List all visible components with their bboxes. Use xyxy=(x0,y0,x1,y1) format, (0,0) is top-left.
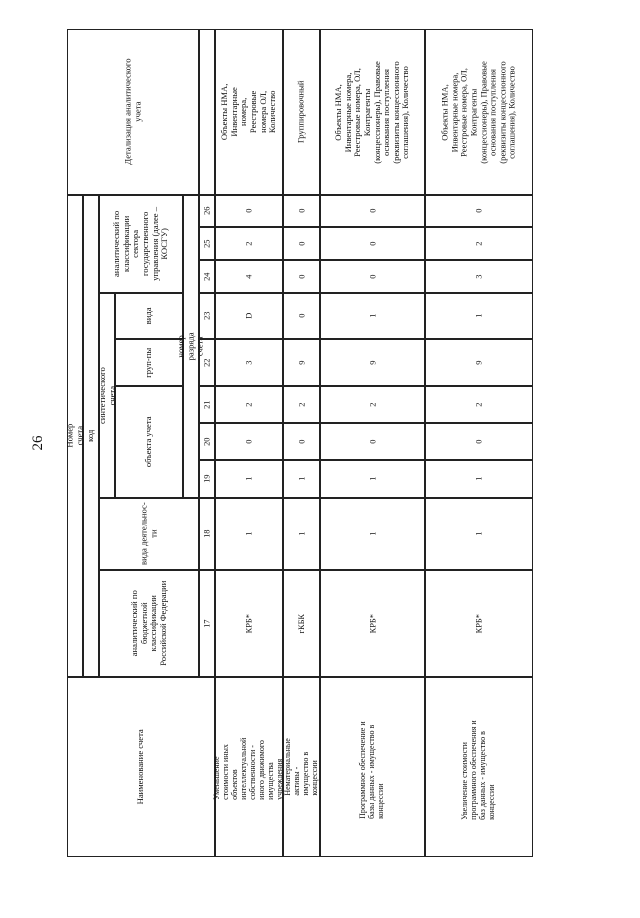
column-number-text: 21 xyxy=(202,400,212,409)
header-kind-text: вида xyxy=(143,307,154,325)
table-cell xyxy=(425,460,533,498)
column-number xyxy=(199,293,215,339)
header-analytical-kosgu xyxy=(99,195,183,293)
header-group xyxy=(115,339,183,386)
header-synthetic xyxy=(96,293,116,498)
cell-value: 0 xyxy=(296,241,306,246)
cell-value: КРБ* xyxy=(244,613,254,634)
table-cell xyxy=(320,570,425,677)
header-analytical-budget-text: аналитический по бюджетной классификации Российской Федерации xyxy=(128,580,168,667)
header-group-text: груп-пы xyxy=(143,347,154,378)
row-detail: Группировочный xyxy=(295,80,306,144)
cell-value: 0 xyxy=(367,208,377,214)
table-cell xyxy=(283,227,320,260)
table-cell xyxy=(215,29,283,195)
cell-value: 9 xyxy=(367,360,377,365)
table-cell xyxy=(320,460,425,498)
table-cell xyxy=(320,293,425,339)
cell-value: 1 xyxy=(474,531,484,537)
cell-value: 3 xyxy=(244,360,254,365)
column-number xyxy=(199,386,215,423)
header-detail-text: Детализация аналитического учета xyxy=(122,58,142,166)
header-synthetic-text: синтетического счета xyxy=(96,367,116,424)
cell-value: КРБ* xyxy=(367,613,377,634)
column-number xyxy=(199,195,215,227)
cell-value: 0 xyxy=(474,208,484,214)
column-number-text: 24 xyxy=(202,272,212,281)
header-account-name-text: Наименование счета xyxy=(135,729,146,805)
table-cell xyxy=(425,195,533,227)
table-cell xyxy=(320,498,425,570)
cell-value: 1 xyxy=(367,313,377,319)
column-number-text: 17 xyxy=(202,619,212,628)
cell-value: 0 xyxy=(367,241,377,246)
header-digit-number xyxy=(175,195,205,498)
table-cell xyxy=(425,260,533,293)
cell-value: 1 xyxy=(367,476,377,482)
cell-value: 0 xyxy=(244,208,254,214)
cell-value: 9 xyxy=(296,360,306,365)
column-number-text: 18 xyxy=(202,529,212,539)
header-account-name xyxy=(67,677,215,857)
cell-value: 2 xyxy=(244,402,254,407)
table-cell xyxy=(215,339,283,386)
header-code xyxy=(83,195,99,677)
table-cell xyxy=(283,29,320,195)
column-number xyxy=(199,498,215,570)
cell-value: 0 xyxy=(474,439,484,444)
table-cell xyxy=(283,293,320,339)
cell-value: 2 xyxy=(474,241,484,246)
table-cell xyxy=(320,423,425,460)
cell-value: 0 xyxy=(296,313,306,319)
table-cell xyxy=(320,260,425,293)
cell-value: 0 xyxy=(367,274,377,279)
header-code-text: код xyxy=(85,429,96,443)
header-account-number-text: Номер счета xyxy=(64,424,85,448)
cell-value: 1 xyxy=(244,476,254,482)
column-number xyxy=(199,423,215,460)
table-cell xyxy=(283,195,320,227)
table-cell xyxy=(320,227,425,260)
column-number xyxy=(199,339,215,386)
table-cell xyxy=(215,423,283,460)
table-cell xyxy=(425,423,533,460)
table-cell xyxy=(215,386,283,423)
cell-value: 0 xyxy=(296,274,306,279)
table-row xyxy=(320,677,425,857)
cell-value: 1 xyxy=(474,476,484,482)
column-number-text: 25 xyxy=(202,239,212,248)
cell-value: 4 xyxy=(244,274,254,279)
row-account-name: Уменьшение стоимости иных объектов интеллектуальной собственности - иного движимого имущества учреждения xyxy=(212,737,284,800)
cell-value: D xyxy=(244,312,254,320)
table-cell xyxy=(215,195,283,227)
row-account-name: Увеличение стоимости программного обеспечения и баз данных - имущество в концессии xyxy=(460,720,496,820)
row-detail: Объекты НМА, Инвентарные номера, Реестровые номера ОЛ, Количество xyxy=(219,83,278,141)
cell-value: 2 xyxy=(244,241,254,246)
table-cell xyxy=(283,260,320,293)
table-cell xyxy=(425,498,533,570)
table-row xyxy=(212,677,284,857)
column-number xyxy=(199,29,215,195)
cell-value: 2 xyxy=(474,402,484,407)
cell-value: 1 xyxy=(367,531,377,537)
table-cell xyxy=(283,339,320,386)
table-cell xyxy=(425,227,533,260)
table-cell xyxy=(425,339,533,386)
column-number-text: 19 xyxy=(202,474,212,484)
table-cell xyxy=(320,386,425,423)
column-number xyxy=(199,260,215,293)
table-cell xyxy=(283,460,320,498)
table-cell xyxy=(283,570,320,677)
column-number xyxy=(199,570,215,677)
table-cell xyxy=(215,498,283,570)
table-cell xyxy=(320,29,425,195)
header-account-object xyxy=(115,386,183,498)
table-cell xyxy=(283,386,320,423)
table-row xyxy=(283,677,320,857)
cell-value: 3 xyxy=(474,274,484,279)
header-analytical-budget xyxy=(99,570,199,677)
header-activity-type xyxy=(99,498,199,570)
cell-value: 0 xyxy=(244,439,254,444)
accounting-table xyxy=(64,29,533,857)
table-cell xyxy=(425,293,533,339)
header-activity-type-text: вида деятельнос-ти xyxy=(138,502,158,566)
table-cell xyxy=(215,293,283,339)
cell-value: 2 xyxy=(367,402,377,407)
row-detail: Объекты НМА, Инвентарные номера, Реестровые номера, ОЛ, Контрагенты (концессионеры), Правовые основания поступления (реквизиты концессионного соглашения), Количество xyxy=(333,60,411,164)
cell-value: 0 xyxy=(296,439,306,444)
column-number-text: 26 xyxy=(202,206,212,216)
table-cell xyxy=(215,570,283,677)
table-cell xyxy=(283,498,320,570)
row-account-name: Программное обеспечение и базы данных - имущество в концессии xyxy=(358,720,385,819)
table-cell xyxy=(215,227,283,260)
header-account-number xyxy=(64,195,85,677)
column-number-text: 20 xyxy=(202,437,212,446)
table-cell xyxy=(425,570,533,677)
column-number xyxy=(199,227,215,260)
cell-value: 0 xyxy=(296,208,306,214)
cell-value: 0 xyxy=(367,439,377,444)
cell-value: КРБ* xyxy=(474,613,484,634)
table-cell xyxy=(320,339,425,386)
table-cell xyxy=(425,29,533,195)
header-digit-number-text: номер разряда счета xyxy=(175,332,205,361)
column-number xyxy=(199,460,215,498)
cell-value: 1 xyxy=(474,313,484,319)
cell-value: 1 xyxy=(244,531,254,537)
header-kind xyxy=(115,293,183,339)
table-row xyxy=(425,677,533,857)
header-detail xyxy=(67,29,199,195)
row-account-name: Нематериальные активы - имущество в концессии xyxy=(282,738,319,796)
table-cell xyxy=(320,195,425,227)
table-cell xyxy=(425,386,533,423)
cell-value: 1 xyxy=(296,531,306,537)
table-cell xyxy=(215,260,283,293)
column-number-text: 22 xyxy=(202,358,212,367)
row-detail: Объекты НМА, Инвентарные номера, Реестровые номера, ОЛ, Контрагенты (концессионеры), Правовые основания поступления (реквизиты концессионного соглашения), Количество xyxy=(439,60,517,164)
table-cell xyxy=(283,423,320,460)
cell-value: 9 xyxy=(474,360,484,365)
cell-value: 2 xyxy=(296,402,306,407)
table-cell xyxy=(215,460,283,498)
header-analytical-kosgu-text: аналитический по классификации сектора государственного управления (далее – КОСГУ) xyxy=(111,207,170,281)
column-number-text: 23 xyxy=(202,311,212,321)
page-number: 26 xyxy=(30,435,46,451)
cell-value: гКБК xyxy=(296,613,306,634)
cell-value: 1 xyxy=(296,476,306,482)
header-account-object-text: объекта учета xyxy=(143,416,154,468)
